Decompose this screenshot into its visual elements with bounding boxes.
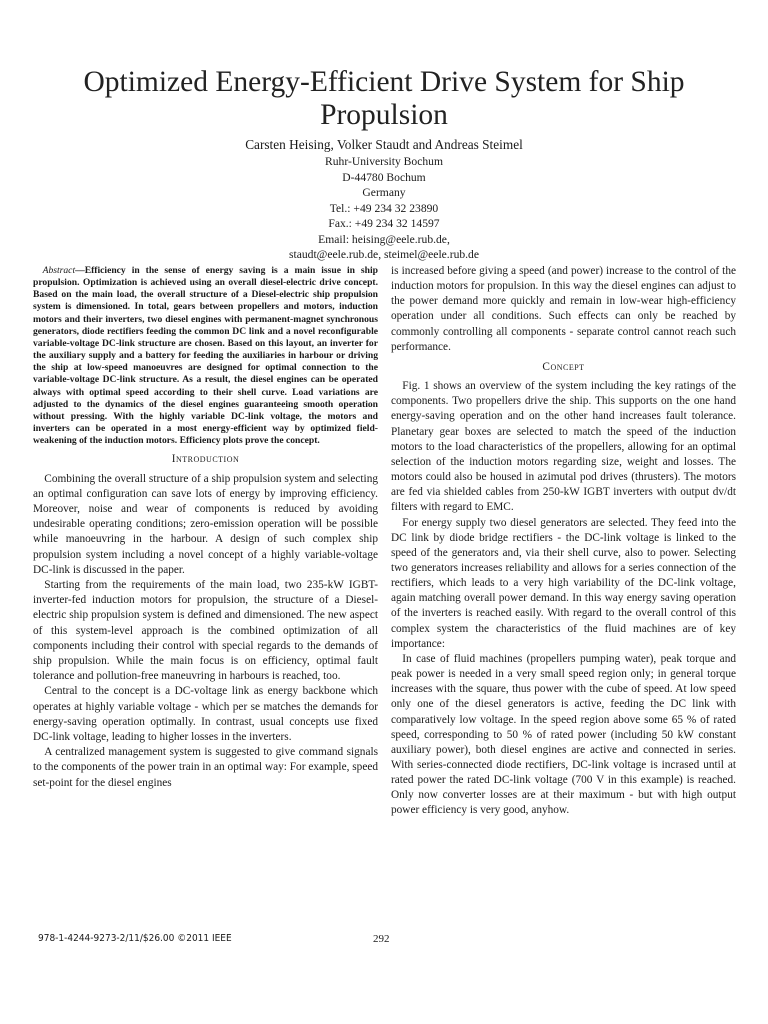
affiliation-email: Email: heising@eele.rub.de, bbox=[318, 232, 450, 246]
author-list: Carsten Heising, Volker Staudt and Andreas Steimel bbox=[245, 137, 523, 152]
intro-paragraph: Combining the overall structure of a ship propulsion system and selecting an optimal configuration can save lots of energy by improving efficiency. Moreover, noise and wear of components is reduced by avoiding undesirable operating conditions; zero-emission operation will be possible while manoeuvring in the harbour. A design of such complex ship propulsion system including a novel concept of a highly variable-voltage DC-link is discussed in the paper. bbox=[33, 472, 378, 576]
page-number: 292 bbox=[373, 933, 390, 945]
intro-paragraph: Starting from the requirements of the main load, two 235-kW IGBT-inverter-fed induction motors for propulsion, the structure of a Diesel-electric ship propulsion system is defined and dimensioned. The new aspect of this system-level approach is the combined optimization of all components including their control with special regards to the demands of ship propulsion. While the main focus is on efficiency, optimal fault tolerance and pollution-free maneuvring in harbours is reached, too. bbox=[33, 578, 378, 683]
affiliation-email-continued: staudt@eele.rub.de, steimel@eele.rub.de bbox=[288, 248, 480, 261]
concept-paragraph: In case of fluid machines (propellers pumping water), peak torque and peak power is needed in a very small speed region only; in general torque increases with the square, thus power with the cube of speed. At low speed only one of the diesel generators is active, feeding the DC link with comparatively low voltage. In the speed region above some 65 % of rated speed, corresponding to 50 % of rated power (including 50 kW constant auxiliary power), both diesel engines are active and connected in series. With series-connected diode rectifiers, DC-link voltage is incrased until at rated power the rated DC-link voltage (700 V in this example) is reached. Only now converter losses are at their maximum - but with high output power efficiency is very good, anyhow. bbox=[391, 652, 736, 817]
abstract-label: Abstract bbox=[42, 265, 76, 276]
affiliation-tel: Tel.: +49 234 32 23890 bbox=[329, 201, 439, 215]
affiliation-university: Ruhr-University Bochum bbox=[325, 155, 443, 168]
right-column bbox=[391, 264, 736, 819]
left-column bbox=[33, 265, 378, 791]
concept-paragraph: For energy supply two diesel generators are selected. They feed into the DC link by diode bridge rectifiers - the DC-link voltage is linked to the speed of the generators and, via their shell curve, also to power. Selecting two generators increases reliability and allows for a series connection of the rectifiers, which leads to a very high variability of the DC-link voltage, again matching overall power demand. In this way energy saving operation of the inverters is reached easily. With regard to the overall control of this complex system the characteristics of the fluid machines are of key importance: bbox=[391, 516, 736, 650]
intro-paragraph-continued: is increased before giving a speed (and power) increase to the control of the induction motors for propulsion. In this way the diesel engines can adjust to the power demand more quickly and remain in low-wear high-efficiency operation under all conditions. Such effects can only be reached by commonly controlling all components - separate control cannot reach such performance. bbox=[391, 265, 736, 353]
paper-title: Optimized Energy-Efficient Drive System for Ship Propulsion bbox=[83, 66, 685, 131]
affiliation-city: D-44780 Bochum bbox=[342, 170, 426, 184]
affiliation-block bbox=[0, 154, 768, 263]
section-heading-concept: Concept bbox=[542, 360, 585, 373]
intro-paragraph: Central to the concept is a DC-voltage link as energy backbone which operates at highly variable voltage - which per se matches the demands for energy-saving operation optimally. In contrast, usual concepts use fixed DC-link voltage, leading to higher losses in the inverters. bbox=[33, 685, 378, 743]
section-heading-introduction: Introduction bbox=[171, 453, 240, 466]
abstract-text: —Efficiency in the sense of energy saving is a main issue in ship propulsion. Optimization is achieved using an overall diesel-electric drive concept. Based on the main load, the overall structure of a Diesel-electric ship propulsion system is dimensioned. In total, gears between propellers and motors, induction motors and their inverters, two diesel engines with permanent-magnet synchronous generators, diode rectifiers feeding the common DC link and a novel reconfigurable variable-voltage DC-link structure are chosen. Based on this layout, an inverter for the auxiliary supply and a battery for feeding the auxiliaries in harbour or driving the ship at low-speed manoeuvres are designed for optimal connection to the variable-voltage DC-link structure. As a result, the diesel engines can be operated always with optimal speed according to their shell curve. Load variations are adjusted to the dynamics of the diesel engines guaranteeing smooth operation without pressing. With the highly variable DC-link voltage, the motors and inverters can be operated in a most energy-efficient way by optimized field-weakening of the induction motors. Efficiency plots prove the concept. bbox=[33, 265, 378, 447]
concept-paragraph: Fig. 1 shows an overview of the system including the key ratings of the components. Two propellers drive the ship. This supports on the one hand energy-saving operation and on the other hand increases fault tolerance. Planetary gear boxes are selected to match the speed of the induction motors to the load characteristics of the propellers, allowing for an optimal selection of the induction motors regarding size, weight and losses. The motors could also be housed in azimutal pod drives (thrusters). The motors are fed via shielded cables from 250-kW IGBT inverters with output dv/dt filters with regard to EMC. bbox=[391, 380, 736, 514]
footer-copyright: 978-1-4244-9273-2/11/$26.00 ©2011 IEEE bbox=[38, 933, 232, 944]
affiliation-fax: Fax.: +49 234 32 14597 bbox=[328, 217, 440, 230]
intro-paragraph: A centralized management system is suggested to give command signals to the components of the power train in an optimal way: For example, speed set-point for the diesel engines bbox=[33, 746, 378, 789]
affiliation-country: Germany bbox=[362, 186, 406, 199]
abstract bbox=[33, 265, 378, 447]
